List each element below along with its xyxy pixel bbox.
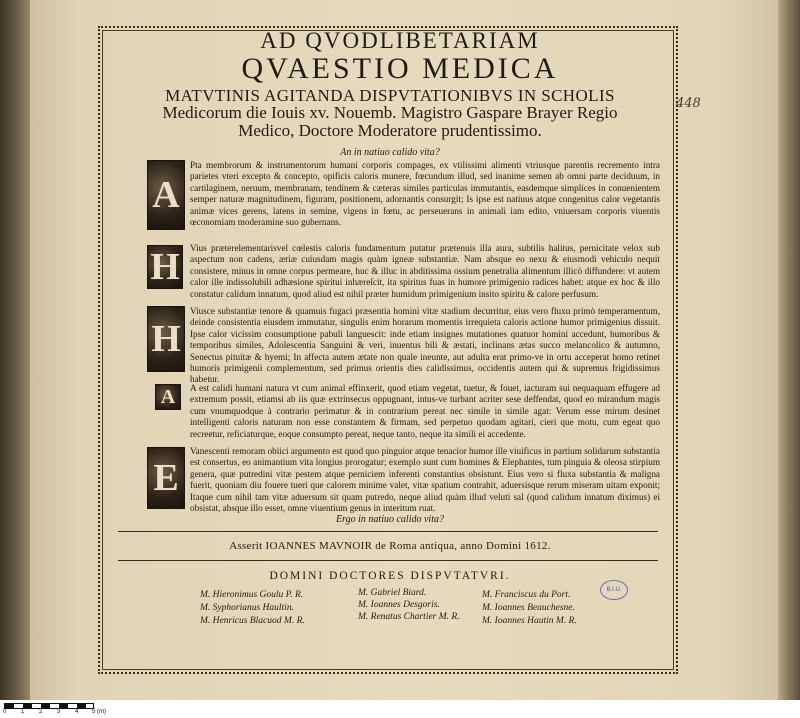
decorated-initial-e: E: [147, 447, 185, 509]
book-spine: [0, 0, 34, 700]
doctor-name: M. Hieronimus Goulu P. R.: [200, 590, 304, 600]
doctor-name: M. Henricus Blacuod M. R.: [200, 616, 305, 626]
decorated-initial-a: A: [147, 160, 185, 230]
asserit-line: Asserit IOANNES MAVNOIR de Roma antiqua, anno Domini 1612.: [229, 540, 551, 552]
ruler-bar: [4, 703, 94, 709]
paragraph-3: Viusce substantiæ tenore & quamuis fugaci præsentia homini vitæ stadium decurritur, eius vero fluxu primò temperamentum, deinde consistentia eiusdem immutatur, singulis enim horarum momentis irrequieta caloris actione humor primigenius dissuit. Ipse calor vicissim consumptione pabuli languescit: inde etiam insignes mutationes quatuor homini accedunt, humoribus & temporibus similes, Adolescentia Sanguini & veri, inuentus bili & æstati, inclinans ætas succo melancolico & autumno, Senectus pituitæ & hyemi; In affecta autem ætate non quale ineunte, aut adulta erat primo-ve in ortu acceperat homo retinet humoris primigenii complementum, sed primus orientis dies calidissimus, occidentis autem qui & supremus frigidissimus habetur.: [190, 306, 660, 385]
divider-bottom: [118, 560, 658, 561]
scale-ruler: [0, 700, 800, 718]
title-line-4: [105, 104, 675, 140]
page-edge: [778, 0, 800, 700]
decorated-initial-h-2: H: [147, 306, 185, 372]
paragraph-4: A est calidi humani natura vt cum animal effinxerit, quod etiam vegetat, tuetur, & fouet, iacturam sui nequaquam effugere ad extremum possit, etiamsi ab iis quæ extrinsecus oppugnant, intus-ve turbant acriter sese deffendat, quod eo mirandum magis cum vnumquodque à contrario perimatur & in contrarium pereat nec simile in simile agat: Verum esse mirum desinet intelligenti caloris naturam non esse constantem & firmam, sed perpetuo quodam agitari, cieri que motu, cum egeat quo recreetur, reficiaturque, eoque consumpto pereat, neque tanto, neque ita simili ei accedente.: [190, 383, 660, 439]
paragraph-5: Vanescenti remoram obiici argumento est quod quo pinguior atque tenacior humor ille viuificus in partium solidarum substantia est consertus, eo animantium vita longius prorogatur; exemplo sunt cum homines & Elephantes, tum pinguia & oleosa stirpium genera, quæ putredini vitæ pestem atque perniciem inferenti constantius obsistunt. Eius vero si fluxa substantia & maligna fuerit, quoniam diu fouere tueri que calorem minime valet, vitæ spatium contrahit, aduersisque rerum miseram uitam exponit; Itaque cum nihil tam vitæ aduersum sit quam putredo, neque aliud quàm illud veluti sal (quod calidum innatum diximus) ei obsistat, absque illo esset, omne viuentium genus in interitum ruat.: [190, 446, 660, 514]
library-stamp: B.I.U.: [600, 580, 628, 600]
handwritten-folio-number: 448: [676, 96, 701, 111]
paragraph-1: Pta membrorum & instrumentorum humani corporis compages, ex vtilissimi alimenti vtriusque parentis recremento intra parietes vteri excepto & concepto, opificis caloris munere, fœcundum illud, sed inanime semen ab omni parte deciduum, in cartilaginem, neruum, membranam, tendinem & cæteras similes particulas immutantis, easdemque simplices in conuenientem semper naturæ magnitudinem, figuram, positionem, adornantis consurgit; Is ipse est natiuus atque congenitus calor vegetantis animæ vices gerens, latens in semine, vigens in fœtu, ac perseuerans in animali iam edito, vniuersam corporis viuentis œconomiam moderamine suo gubernans.: [190, 160, 660, 228]
paragraph-2: Vius præterelementarisvel cœlestis caloris fundamentum putatur prætenuis illa aura, subtilis halitus, pernicitate velox sub aspectum non cadens, æriæ cuiusdam magis quàm igneæ substantiæ. Nam absque eo nexu & eiusmodi vehiculo nequit consistere, minus in omne corpus permeare, huc & illuc in abditissima ossium penetralia alimentum illicò diffundere: vt autem calor ille indissolubili adhæsione spiritui inhæreſcit, ita spiritus fuas in humore primigenio radices habet: atque ex hoc & illo constatur calidum innatum, quod aliud est nihil præter humidum primigenium insito spiritu & calore perfusum.: [190, 243, 660, 299]
title-line-4a: Medicorum die Iouis xv. Nouemb. Magistro Gaspare Brayer Regio: [162, 103, 618, 122]
doctors-heading: DOMINI DOCTORES DISPVTATVRI.: [269, 570, 511, 582]
doctor-name: M. Ioannes Desgoris.: [358, 600, 440, 610]
ruler-label: 2: [39, 709, 43, 715]
closing-question: Ergo in natiuo calido vita?: [336, 514, 444, 525]
title-line-3: MATVTINIS AGITANDA DISPVTATIONIBVS IN SCHOLIS: [165, 86, 615, 105]
doctor-name: M. Renatus Chartier M. R.: [358, 612, 460, 622]
title-line-4b: Medico, Doctore Moderatore prudentissimo.: [238, 121, 542, 140]
ruler-label: 5 (m): [92, 709, 106, 715]
divider-top: [118, 531, 658, 532]
ruler-label: 0: [3, 709, 7, 715]
title-line-1: AD QVODLIBETARIAM: [260, 28, 540, 53]
decorated-initial-a-2: A: [155, 384, 181, 410]
decorated-initial-h: H: [147, 245, 183, 289]
doctor-name: M. Syphorianus Haultin.: [200, 603, 294, 613]
ruler-label: 4: [75, 709, 79, 715]
ruler-label: 1: [21, 709, 25, 715]
doctor-name: M. Ioannes Beauchesne.: [482, 603, 575, 613]
ruler-label: 3: [57, 709, 61, 715]
doctor-name: M. Franciscus du Port.: [482, 590, 571, 600]
question-line: An in natiuo calido vita?: [340, 147, 440, 158]
title-line-2: QVAESTIO MEDICA: [241, 52, 559, 85]
doctor-name: M. Gabriel Biard.: [358, 588, 427, 598]
doctor-name: M. Ioannes Hautin M. R.: [482, 616, 577, 626]
